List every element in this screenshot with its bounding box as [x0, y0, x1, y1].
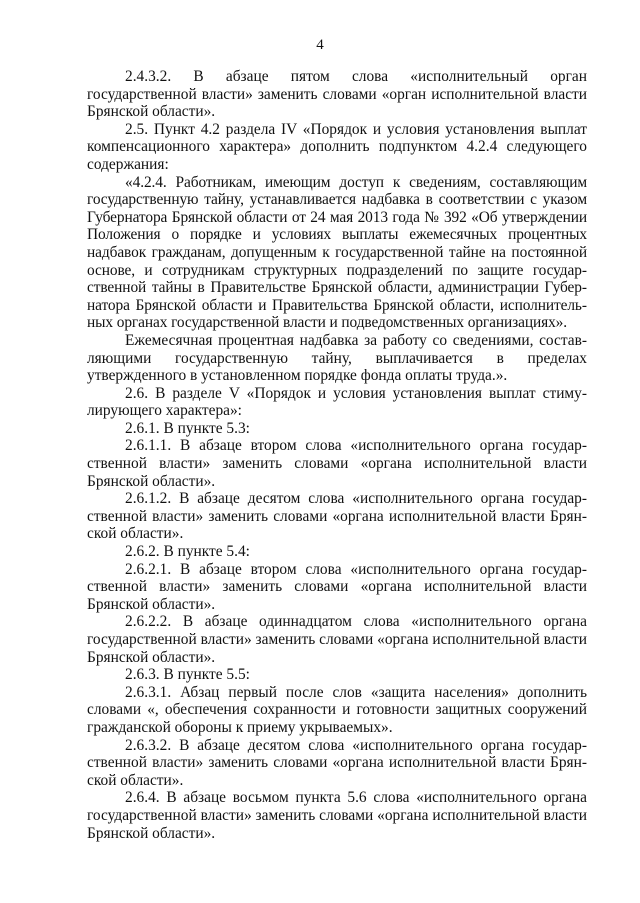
- paragraph-2-6-4: 2.6.4. В абзаце восьмом пункта 5.6 слова «исполнительного органа государственной власти» заменить словами «органа исполнительной власти Брянской области».: [87, 789, 587, 842]
- paragraph-2-4-3-2: 2.4.3.2. В абзаце пятом слова «исполнительный орган государственной власти» заменить словами «орган исполнительной власти Брянской области».: [87, 68, 587, 121]
- paragraph-2-6-2-1: 2.6.2.1. В абзаце втором слова «исполнительного органа государственной власти» заменить словами «органа исполнительной власти Брянской области».: [87, 560, 587, 613]
- paragraph-2-6: 2.6. В разделе V «Порядок и условия установления выплат стимулирующего характера»:: [87, 384, 587, 420]
- paragraph-2-6-3: 2.6.3. В пункте 5.5:: [125, 666, 250, 684]
- paragraph-2-6-1-1: 2.6.1.1. В абзаце втором слова «исполнительного органа государственной власти» заменить словами «органа исполнительной власти Брянской области».: [87, 437, 587, 490]
- page-number: 4: [316, 37, 324, 53]
- paragraph-4-2-4: «4.2.4. Работникам, имеющим доступ к сведениям, составляющим государственную тайну, устанавливается надбавка в соответствии с указом Губернатора Брянской области от 24 мая 2013 года № 392 «Об утверждении Положения о порядке и условиях выплаты ежемесячных процентных надбавок гражданам, допущенным к государственной тайне на постоянной основе, и сотрудникам структурных подразделений по защите государственной тайны в Правительстве Брянской области, администрации Губернатора Брянской области и Правительства Брянской области, исполнительных органах государственной власти и подведомственных организациях».: [87, 173, 587, 332]
- paragraph-2-6-2-2: 2.6.2.2. В абзаце одиннадцатом слова «исполнительного органа государственной власти» заменить словами «органа исполнительной власти Брянской области».: [87, 613, 587, 666]
- paragraph-2-6-3-2: 2.6.3.2. В абзаце десятом слова «исполнительного органа государственной власти» заменить словами «органа исполнительной власти Брянской области».: [87, 736, 587, 789]
- paragraph-2-6-2: 2.6.2. В пункте 5.4:: [125, 543, 250, 561]
- paragraph-2-6-3-1: 2.6.3.1. Абзац первый после слов «защита населения» дополнить словами «, обеспечения сохранности и готовности защитных сооружений гражданской обороны к приему укрываемых».: [87, 683, 587, 736]
- paragraph-2-6-1: 2.6.1. В пункте 5.3:: [125, 419, 250, 437]
- paragraph-2-5: 2.5. Пункт 4.2 раздела IV «Порядок и условия установления выплат компенсационного характера» дополнить подпунктом 4.2.4 следующего содержания:: [87, 120, 587, 173]
- paragraph-2-6-1-2: 2.6.1.2. В абзаце десятом слова «исполнительного органа государственной власти» заменить словами «органа исполнительной власти Брянской области».: [87, 490, 587, 543]
- document-body: [87, 68, 587, 842]
- paragraph-monthly-allowance: Ежемесячная процентная надбавка за работу со сведениями, составляющими государственную тайну, выплачивается в пределах утвержденного в установленном порядке фонда оплаты труда.».: [87, 331, 587, 385]
